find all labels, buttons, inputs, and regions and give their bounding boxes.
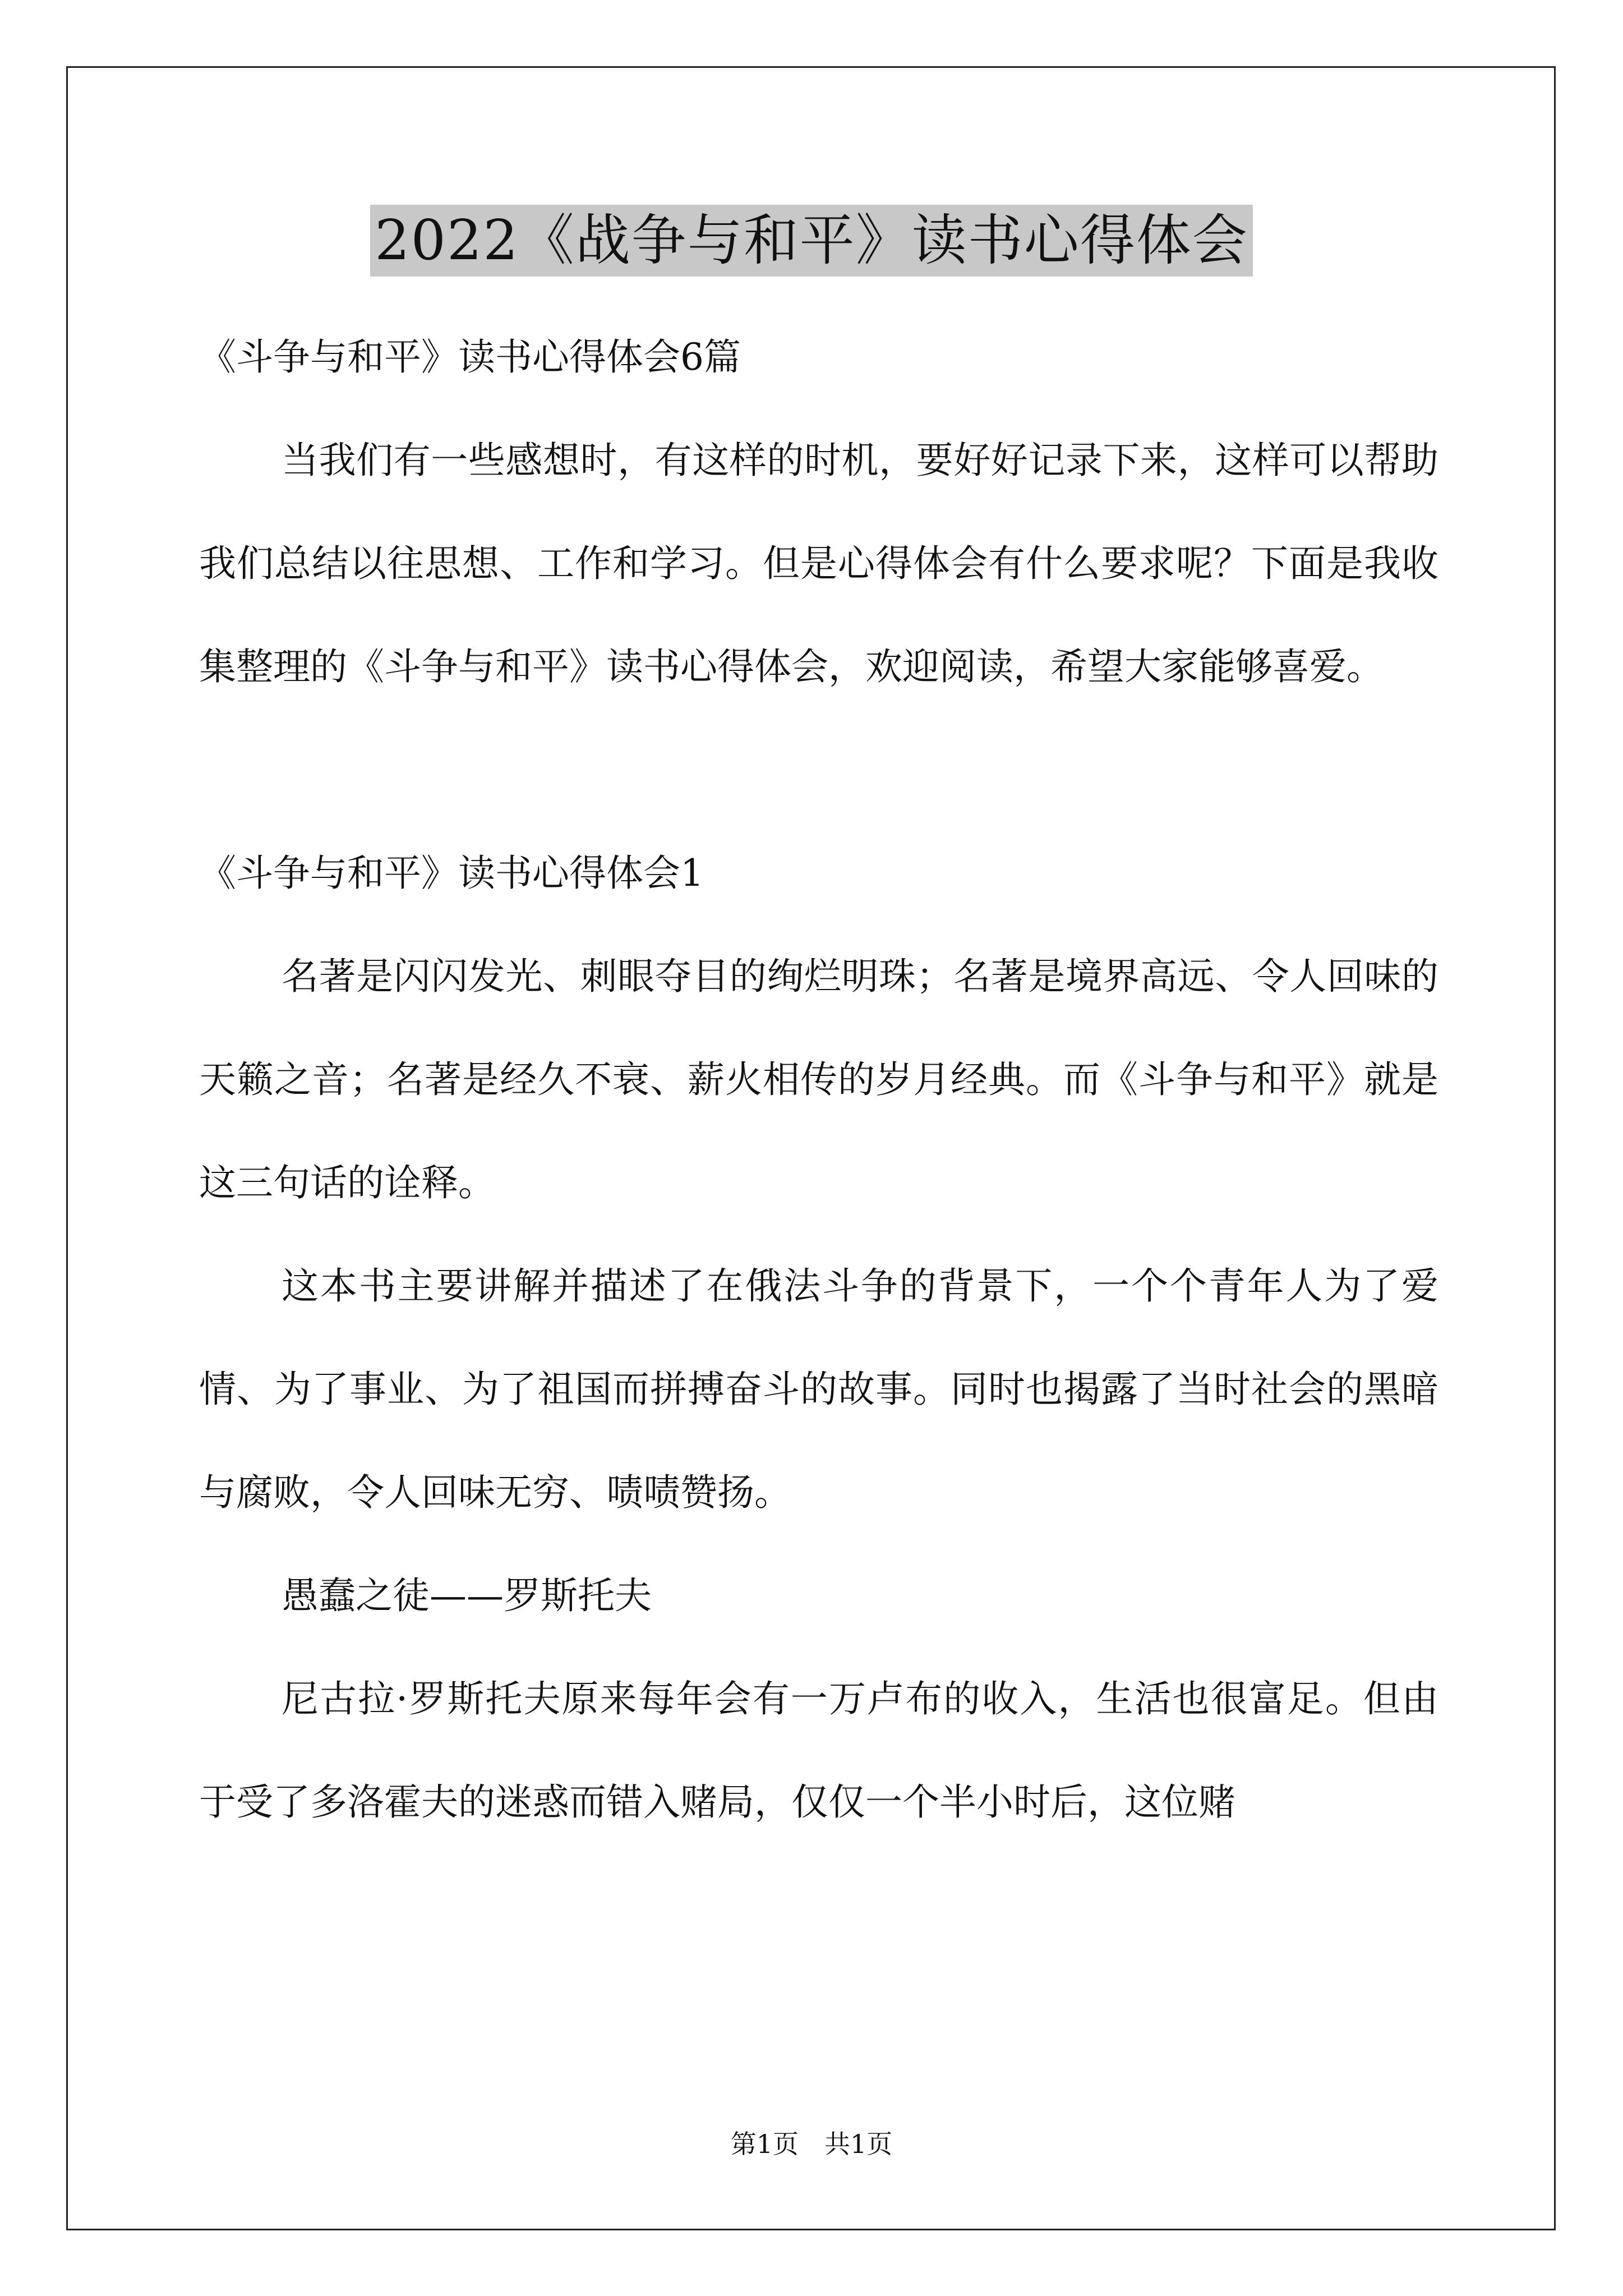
page-number: 第1页 共1页 <box>730 2129 893 2159</box>
subtitle-line: 《斗争与和平》读书心得体会6篇 <box>199 335 741 379</box>
section-heading: 《斗争与和平》读书心得体会1 <box>199 852 704 895</box>
body-paragraph: 名著是闪闪发光、刺眼夺目的绚烂明珠；名著是境界高远、令人回味的天籁之音；名著是经久不衰、薪火相传的岁月经典。而《斗争与和平》就是这三句话的诠释。 <box>199 955 1438 1204</box>
document-body <box>199 306 1438 1854</box>
intro-paragraph: 当我们有一些感想时，有这样的时机，要好好记录下来，这样可以帮助我们总结以往思想、工作和学习。但是心得体会有什么要求呢？下面是我收集整理的《斗争与和平》读书心得体会，欢迎阅读，希望大家能够喜爱。 <box>199 439 1438 688</box>
title-container <box>0 205 1623 277</box>
page-footer <box>0 2127 1623 2161</box>
document-title: 2022《战争与和平》读书心得体会 <box>370 205 1252 277</box>
body-paragraph: 这本书主要讲解并描述了在俄法斗争的背景下，一个个青年人为了爱情、为了事业、为了祖国而拼搏奋斗的故事。同时也揭露了当时社会的黑暗与腐败，令人回味无穷、啧啧赞扬。 <box>199 1264 1438 1514</box>
body-paragraph: 尼古拉·罗斯托夫原来每年会有一万卢布的收入，生活也很富足。但由于受了多洛霍夫的迷惑而错入赌局，仅仅一个半小时后，这位赌 <box>199 1677 1438 1824</box>
subheading-paragraph: 愚蠢之徒——罗斯托夫 <box>282 1574 652 1617</box>
section-spacer <box>199 719 1438 822</box>
